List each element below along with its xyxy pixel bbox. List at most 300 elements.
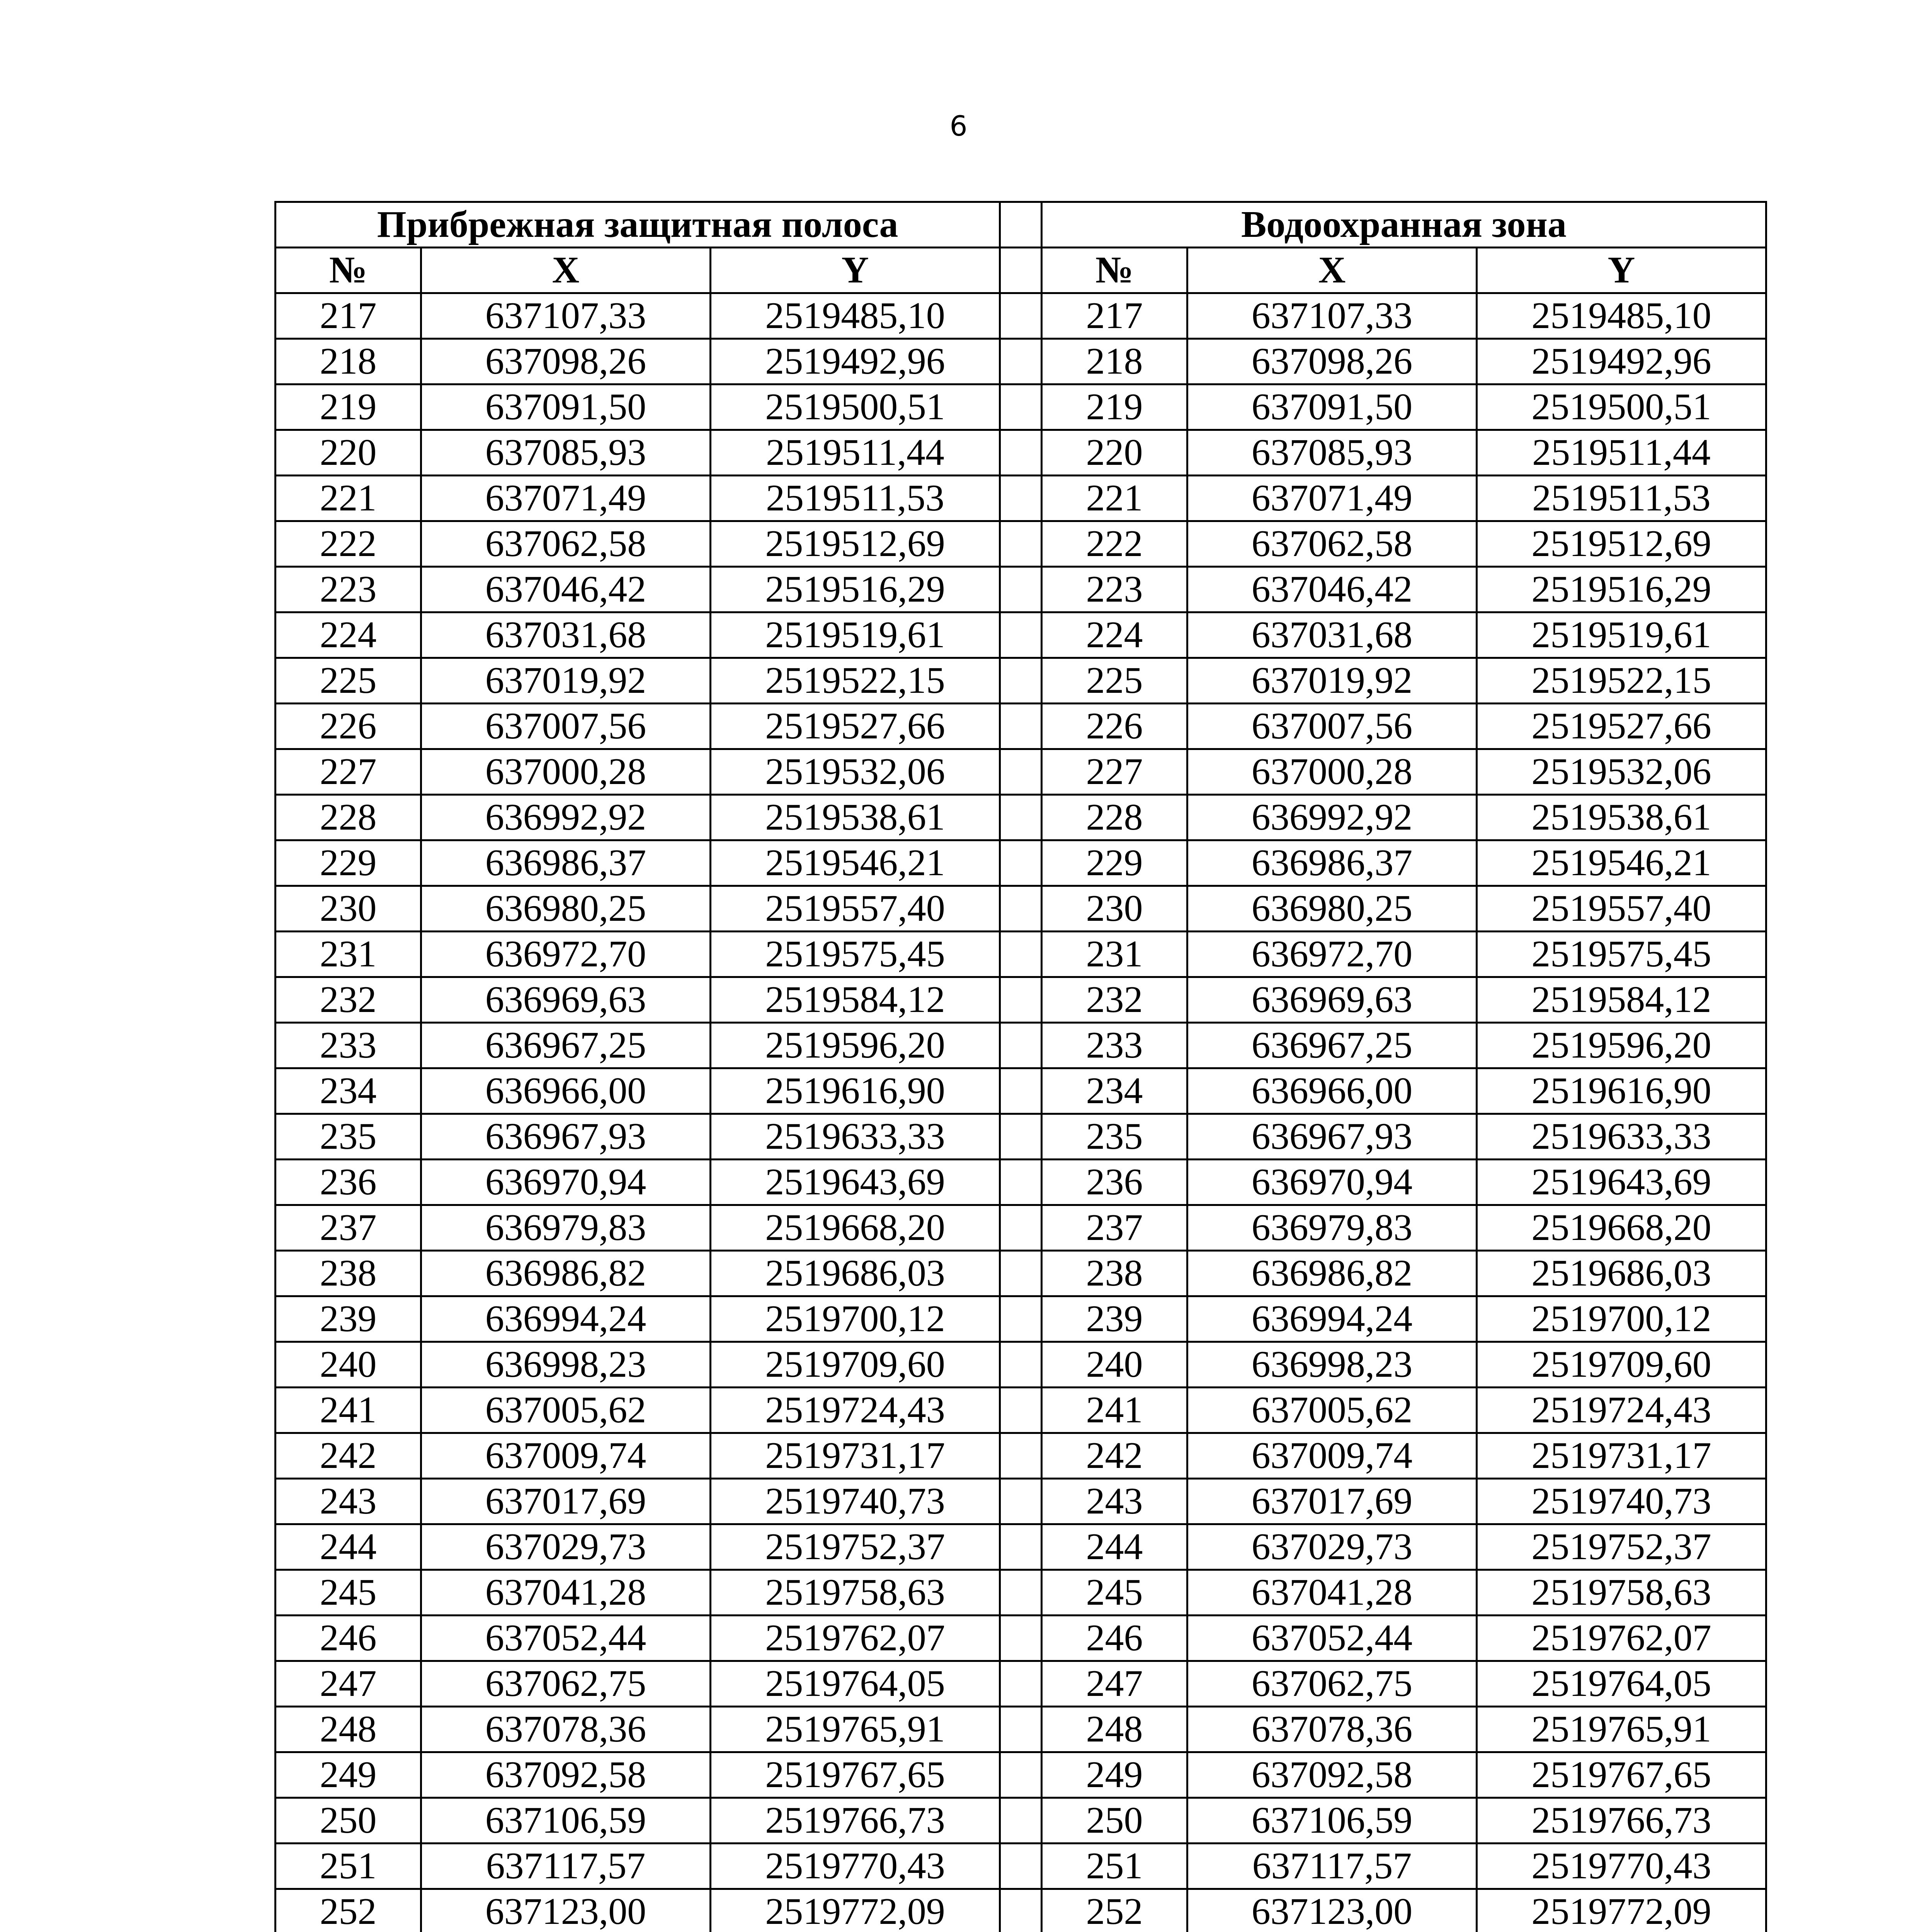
left-cell-x: 637117,57 xyxy=(421,1844,711,1889)
right-cell-number: 218 xyxy=(1042,339,1187,384)
table-row xyxy=(276,339,1766,384)
right-cell-y: 2519668,20 xyxy=(1477,1205,1766,1251)
left-cell-y: 2519770,43 xyxy=(711,1844,1000,1889)
column-gap xyxy=(1000,1023,1042,1068)
left-cell-y: 2519633,33 xyxy=(711,1114,1000,1160)
left-cell-y: 2519724,43 xyxy=(711,1388,1000,1433)
left-cell-x: 637085,93 xyxy=(421,430,711,476)
left-cell-x: 636998,23 xyxy=(421,1342,711,1388)
left-cell-x: 636970,94 xyxy=(421,1160,711,1205)
right-cell-y: 2519765,91 xyxy=(1477,1707,1766,1752)
left-cell-y: 2519516,29 xyxy=(711,567,1000,612)
right-cell-number: 247 xyxy=(1042,1661,1187,1707)
left-cell-y: 2519765,91 xyxy=(711,1707,1000,1752)
left-cell-x: 637092,58 xyxy=(421,1752,711,1798)
left-cell-number: 243 xyxy=(276,1479,421,1524)
column-gap xyxy=(1000,567,1042,612)
right-cell-y: 2519522,15 xyxy=(1477,658,1766,704)
right-cell-number: 227 xyxy=(1042,749,1187,795)
coordinates-table xyxy=(274,201,1767,1932)
right-cell-number: 223 xyxy=(1042,567,1187,612)
left-cell-x: 636980,25 xyxy=(421,886,711,932)
left-cell-y: 2519500,51 xyxy=(711,384,1000,430)
right-cell-y: 2519538,61 xyxy=(1477,795,1766,840)
left-cell-y: 2519575,45 xyxy=(711,932,1000,977)
table-row xyxy=(276,840,1766,886)
right-cell-y: 2519752,37 xyxy=(1477,1524,1766,1570)
table-row xyxy=(276,1570,1766,1616)
right-cell-number: 230 xyxy=(1042,886,1187,932)
left-cell-number: 239 xyxy=(276,1296,421,1342)
table-row xyxy=(276,1752,1766,1798)
column-gap xyxy=(1000,1433,1042,1479)
right-cell-y: 2519766,73 xyxy=(1477,1798,1766,1844)
column-gap xyxy=(1000,1068,1042,1114)
column-gap xyxy=(1000,1570,1042,1616)
column-gap xyxy=(1000,1616,1042,1661)
right-cell-y: 2519584,12 xyxy=(1477,977,1766,1023)
left-cell-x: 637052,44 xyxy=(421,1616,711,1661)
left-cell-number: 234 xyxy=(276,1068,421,1114)
right-cell-x: 636967,25 xyxy=(1187,1023,1477,1068)
right-cell-y: 2519764,05 xyxy=(1477,1661,1766,1707)
right-cell-number: 233 xyxy=(1042,1023,1187,1068)
column-header-row xyxy=(276,248,1766,293)
right-cell-x: 636979,83 xyxy=(1187,1205,1477,1251)
right-cell-number: 237 xyxy=(1042,1205,1187,1251)
right-cell-number: 242 xyxy=(1042,1433,1187,1479)
table-row xyxy=(276,1068,1766,1114)
right-cell-number: 240 xyxy=(1042,1342,1187,1388)
left-cell-number: 220 xyxy=(276,430,421,476)
right-cell-x: 636967,93 xyxy=(1187,1114,1477,1160)
table-row xyxy=(276,612,1766,658)
right-cell-y: 2519686,03 xyxy=(1477,1251,1766,1296)
right-cell-x: 637031,68 xyxy=(1187,612,1477,658)
left-cell-number: 248 xyxy=(276,1707,421,1752)
right-cell-x: 637019,92 xyxy=(1187,658,1477,704)
left-cell-x: 637062,75 xyxy=(421,1661,711,1707)
left-cell-x: 637071,49 xyxy=(421,476,711,521)
left-cell-y: 2519522,15 xyxy=(711,658,1000,704)
right-cell-x: 636966,00 xyxy=(1187,1068,1477,1114)
right-cell-number: 221 xyxy=(1042,476,1187,521)
right-cell-number: 244 xyxy=(1042,1524,1187,1570)
right-cell-y: 2519500,51 xyxy=(1477,384,1766,430)
right-cell-x: 636992,92 xyxy=(1187,795,1477,840)
column-gap xyxy=(1000,202,1042,248)
table-row xyxy=(276,1251,1766,1296)
right-cell-number: 235 xyxy=(1042,1114,1187,1160)
left-cell-x: 636986,37 xyxy=(421,840,711,886)
right-cell-x: 637062,58 xyxy=(1187,521,1477,567)
table-row xyxy=(276,1524,1766,1570)
right-cell-y: 2519511,53 xyxy=(1477,476,1766,521)
right-cell-x: 636970,94 xyxy=(1187,1160,1477,1205)
table-row xyxy=(276,1388,1766,1433)
right-cell-x: 636986,37 xyxy=(1187,840,1477,886)
left-cell-y: 2519752,37 xyxy=(711,1524,1000,1570)
left-cell-y: 2519492,96 xyxy=(711,339,1000,384)
right-cell-number: 239 xyxy=(1042,1296,1187,1342)
right-cell-y: 2519770,43 xyxy=(1477,1844,1766,1889)
left-cell-y: 2519557,40 xyxy=(711,886,1000,932)
table-row xyxy=(276,795,1766,840)
left-cell-number: 231 xyxy=(276,932,421,977)
left-header-number: № xyxy=(276,248,421,293)
table-row xyxy=(276,430,1766,476)
left-cell-number: 227 xyxy=(276,749,421,795)
left-cell-y: 2519686,03 xyxy=(711,1251,1000,1296)
column-gap xyxy=(1000,1479,1042,1524)
right-cell-y: 2519596,20 xyxy=(1477,1023,1766,1068)
left-cell-x: 637123,00 xyxy=(421,1889,711,1932)
right-cell-y: 2519511,44 xyxy=(1477,430,1766,476)
column-gap xyxy=(1000,1798,1042,1844)
left-cell-y: 2519519,61 xyxy=(711,612,1000,658)
left-cell-y: 2519731,17 xyxy=(711,1433,1000,1479)
table-row xyxy=(276,932,1766,977)
left-cell-x: 636969,63 xyxy=(421,977,711,1023)
table-row xyxy=(276,1479,1766,1524)
right-cell-y: 2519758,63 xyxy=(1477,1570,1766,1616)
right-cell-x: 637052,44 xyxy=(1187,1616,1477,1661)
right-cell-number: 248 xyxy=(1042,1707,1187,1752)
left-cell-y: 2519740,73 xyxy=(711,1479,1000,1524)
right-cell-y: 2519492,96 xyxy=(1477,339,1766,384)
left-cell-number: 230 xyxy=(276,886,421,932)
right-cell-number: 219 xyxy=(1042,384,1187,430)
right-cell-x: 637062,75 xyxy=(1187,1661,1477,1707)
left-cell-x: 636986,82 xyxy=(421,1251,711,1296)
right-cell-number: 251 xyxy=(1042,1844,1187,1889)
right-cell-y: 2519643,69 xyxy=(1477,1160,1766,1205)
column-gap xyxy=(1000,476,1042,521)
left-cell-y: 2519511,44 xyxy=(711,430,1000,476)
right-cell-x: 637078,36 xyxy=(1187,1707,1477,1752)
left-cell-x: 637007,56 xyxy=(421,704,711,749)
column-gap xyxy=(1000,795,1042,840)
right-cell-x: 637000,28 xyxy=(1187,749,1477,795)
column-gap xyxy=(1000,430,1042,476)
column-gap xyxy=(1000,658,1042,704)
table-row xyxy=(276,749,1766,795)
section-title-row xyxy=(276,202,1766,248)
left-cell-number: 246 xyxy=(276,1616,421,1661)
left-cell-number: 240 xyxy=(276,1342,421,1388)
right-cell-x: 637009,74 xyxy=(1187,1433,1477,1479)
left-cell-y: 2519772,09 xyxy=(711,1889,1000,1932)
right-cell-x: 637107,33 xyxy=(1187,293,1477,339)
left-cell-number: 217 xyxy=(276,293,421,339)
column-gap xyxy=(1000,932,1042,977)
right-cell-y: 2519731,17 xyxy=(1477,1433,1766,1479)
right-cell-x: 637106,59 xyxy=(1187,1798,1477,1844)
table-row xyxy=(276,1160,1766,1205)
left-cell-number: 241 xyxy=(276,1388,421,1433)
right-cell-number: 234 xyxy=(1042,1068,1187,1114)
right-cell-y: 2519512,69 xyxy=(1477,521,1766,567)
column-gap xyxy=(1000,977,1042,1023)
left-cell-number: 235 xyxy=(276,1114,421,1160)
right-cell-number: 232 xyxy=(1042,977,1187,1023)
column-gap xyxy=(1000,384,1042,430)
left-cell-x: 637091,50 xyxy=(421,384,711,430)
left-cell-number: 223 xyxy=(276,567,421,612)
right-cell-y: 2519575,45 xyxy=(1477,932,1766,977)
right-cell-x: 637005,62 xyxy=(1187,1388,1477,1433)
left-cell-y: 2519512,69 xyxy=(711,521,1000,567)
column-gap xyxy=(1000,1251,1042,1296)
right-cell-x: 636998,23 xyxy=(1187,1342,1477,1388)
left-cell-y: 2519584,12 xyxy=(711,977,1000,1023)
right-cell-x: 636980,25 xyxy=(1187,886,1477,932)
left-cell-number: 221 xyxy=(276,476,421,521)
right-cell-x: 637046,42 xyxy=(1187,567,1477,612)
left-cell-x: 636992,92 xyxy=(421,795,711,840)
left-cell-number: 225 xyxy=(276,658,421,704)
right-cell-number: 220 xyxy=(1042,430,1187,476)
right-cell-x: 637117,57 xyxy=(1187,1844,1477,1889)
right-cell-number: 241 xyxy=(1042,1388,1187,1433)
table-row xyxy=(276,1798,1766,1844)
left-cell-x: 637106,59 xyxy=(421,1798,711,1844)
right-cell-number: 225 xyxy=(1042,658,1187,704)
left-cell-x: 636967,25 xyxy=(421,1023,711,1068)
table-row xyxy=(276,293,1766,339)
column-gap xyxy=(1000,1661,1042,1707)
right-cell-y: 2519772,09 xyxy=(1477,1889,1766,1932)
left-cell-y: 2519527,66 xyxy=(711,704,1000,749)
right-cell-number: 231 xyxy=(1042,932,1187,977)
table-row xyxy=(276,521,1766,567)
left-cell-x: 637029,73 xyxy=(421,1524,711,1570)
left-cell-x: 636967,93 xyxy=(421,1114,711,1160)
left-cell-number: 252 xyxy=(276,1889,421,1932)
column-gap xyxy=(1000,1205,1042,1251)
right-cell-y: 2519485,10 xyxy=(1477,293,1766,339)
left-cell-number: 238 xyxy=(276,1251,421,1296)
right-cell-x: 637007,56 xyxy=(1187,704,1477,749)
left-cell-number: 242 xyxy=(276,1433,421,1479)
left-cell-x: 637062,58 xyxy=(421,521,711,567)
right-cell-number: 243 xyxy=(1042,1479,1187,1524)
right-cell-y: 2519740,73 xyxy=(1477,1479,1766,1524)
left-cell-number: 247 xyxy=(276,1661,421,1707)
column-gap xyxy=(1000,840,1042,886)
right-cell-number: 229 xyxy=(1042,840,1187,886)
column-gap xyxy=(1000,1388,1042,1433)
column-gap xyxy=(1000,521,1042,567)
left-cell-number: 228 xyxy=(276,795,421,840)
column-gap xyxy=(1000,1296,1042,1342)
left-cell-y: 2519758,63 xyxy=(711,1570,1000,1616)
right-cell-y: 2519532,06 xyxy=(1477,749,1766,795)
left-cell-x: 637031,68 xyxy=(421,612,711,658)
table-row xyxy=(276,1114,1766,1160)
left-cell-x: 637041,28 xyxy=(421,1570,711,1616)
right-cell-y: 2519700,12 xyxy=(1477,1296,1766,1342)
table-row xyxy=(276,1023,1766,1068)
left-cell-y: 2519766,73 xyxy=(711,1798,1000,1844)
left-cell-y: 2519532,06 xyxy=(711,749,1000,795)
left-header-x: X xyxy=(421,248,711,293)
column-gap xyxy=(1000,339,1042,384)
table-row xyxy=(276,1433,1766,1479)
right-cell-y: 2519709,60 xyxy=(1477,1342,1766,1388)
table-row xyxy=(276,1205,1766,1251)
column-gap xyxy=(1000,1114,1042,1160)
table-row xyxy=(276,1844,1766,1889)
left-cell-y: 2519596,20 xyxy=(711,1023,1000,1068)
left-header-y: Y xyxy=(711,248,1000,293)
column-gap xyxy=(1000,1342,1042,1388)
left-cell-number: 251 xyxy=(276,1844,421,1889)
left-cell-x: 637019,92 xyxy=(421,658,711,704)
right-cell-x: 637017,69 xyxy=(1187,1479,1477,1524)
right-section-title: Водоохранная зона xyxy=(1042,202,1766,248)
left-cell-y: 2519485,10 xyxy=(711,293,1000,339)
left-cell-x: 636994,24 xyxy=(421,1296,711,1342)
left-cell-y: 2519643,69 xyxy=(711,1160,1000,1205)
column-gap xyxy=(1000,293,1042,339)
table-row xyxy=(276,1296,1766,1342)
right-cell-number: 249 xyxy=(1042,1752,1187,1798)
left-cell-y: 2519762,07 xyxy=(711,1616,1000,1661)
column-gap xyxy=(1000,1844,1042,1889)
right-cell-y: 2519516,29 xyxy=(1477,567,1766,612)
left-cell-y: 2519764,05 xyxy=(711,1661,1000,1707)
left-cell-y: 2519546,21 xyxy=(711,840,1000,886)
table-row xyxy=(276,886,1766,932)
column-gap xyxy=(1000,612,1042,658)
table-row xyxy=(276,1661,1766,1707)
right-cell-number: 236 xyxy=(1042,1160,1187,1205)
left-cell-y: 2519511,53 xyxy=(711,476,1000,521)
left-cell-number: 224 xyxy=(276,612,421,658)
left-cell-x: 636966,00 xyxy=(421,1068,711,1114)
column-gap xyxy=(1000,704,1042,749)
right-cell-number: 224 xyxy=(1042,612,1187,658)
right-cell-x: 637071,49 xyxy=(1187,476,1477,521)
right-cell-number: 226 xyxy=(1042,704,1187,749)
right-cell-x: 637029,73 xyxy=(1187,1524,1477,1570)
left-cell-number: 229 xyxy=(276,840,421,886)
table-row xyxy=(276,1889,1766,1932)
left-cell-number: 250 xyxy=(276,1798,421,1844)
left-cell-number: 245 xyxy=(276,1570,421,1616)
table-row xyxy=(276,1707,1766,1752)
right-cell-y: 2519527,66 xyxy=(1477,704,1766,749)
right-cell-y: 2519519,61 xyxy=(1477,612,1766,658)
right-cell-x: 636972,70 xyxy=(1187,932,1477,977)
right-header-y: Y xyxy=(1477,248,1766,293)
table-row xyxy=(276,704,1766,749)
right-cell-x: 636986,82 xyxy=(1187,1251,1477,1296)
right-cell-x: 637123,00 xyxy=(1187,1889,1477,1932)
left-cell-x: 637009,74 xyxy=(421,1433,711,1479)
column-gap xyxy=(1000,886,1042,932)
right-header-number: № xyxy=(1042,248,1187,293)
left-cell-number: 249 xyxy=(276,1752,421,1798)
left-cell-x: 636979,83 xyxy=(421,1205,711,1251)
table-row xyxy=(276,567,1766,612)
left-cell-number: 219 xyxy=(276,384,421,430)
left-cell-y: 2519767,65 xyxy=(711,1752,1000,1798)
right-cell-y: 2519557,40 xyxy=(1477,886,1766,932)
right-cell-y: 2519546,21 xyxy=(1477,840,1766,886)
right-cell-y: 2519616,90 xyxy=(1477,1068,1766,1114)
left-cell-number: 236 xyxy=(276,1160,421,1205)
left-cell-number: 226 xyxy=(276,704,421,749)
column-gap xyxy=(1000,749,1042,795)
right-cell-y: 2519762,07 xyxy=(1477,1616,1766,1661)
column-gap xyxy=(1000,1707,1042,1752)
left-cell-number: 232 xyxy=(276,977,421,1023)
right-cell-y: 2519767,65 xyxy=(1477,1752,1766,1798)
left-cell-x: 637005,62 xyxy=(421,1388,711,1433)
left-cell-y: 2519616,90 xyxy=(711,1068,1000,1114)
right-cell-x: 637085,93 xyxy=(1187,430,1477,476)
left-cell-x: 636972,70 xyxy=(421,932,711,977)
left-cell-number: 237 xyxy=(276,1205,421,1251)
right-cell-number: 246 xyxy=(1042,1616,1187,1661)
right-cell-x: 636994,24 xyxy=(1187,1296,1477,1342)
table-row xyxy=(276,476,1766,521)
left-cell-number: 233 xyxy=(276,1023,421,1068)
left-section-title: Прибрежная защитная полоса xyxy=(276,202,1000,248)
left-cell-y: 2519700,12 xyxy=(711,1296,1000,1342)
right-cell-x: 636969,63 xyxy=(1187,977,1477,1023)
right-cell-number: 245 xyxy=(1042,1570,1187,1616)
left-cell-number: 218 xyxy=(276,339,421,384)
right-cell-number: 252 xyxy=(1042,1889,1187,1932)
left-cell-x: 637017,69 xyxy=(421,1479,711,1524)
right-header-x: X xyxy=(1187,248,1477,293)
column-gap xyxy=(1000,1889,1042,1932)
right-cell-x: 637098,26 xyxy=(1187,339,1477,384)
left-cell-x: 637098,26 xyxy=(421,339,711,384)
column-gap xyxy=(1000,1752,1042,1798)
left-cell-y: 2519538,61 xyxy=(711,795,1000,840)
right-cell-number: 250 xyxy=(1042,1798,1187,1844)
page-number: 6 xyxy=(949,110,968,142)
left-cell-y: 2519709,60 xyxy=(711,1342,1000,1388)
right-cell-x: 637041,28 xyxy=(1187,1570,1477,1616)
right-cell-number: 222 xyxy=(1042,521,1187,567)
left-cell-number: 244 xyxy=(276,1524,421,1570)
column-gap xyxy=(1000,1524,1042,1570)
right-cell-y: 2519724,43 xyxy=(1477,1388,1766,1433)
left-cell-x: 637078,36 xyxy=(421,1707,711,1752)
left-cell-x: 637000,28 xyxy=(421,749,711,795)
table-row xyxy=(276,977,1766,1023)
table-row xyxy=(276,658,1766,704)
column-gap xyxy=(1000,1160,1042,1205)
right-cell-x: 637092,58 xyxy=(1187,1752,1477,1798)
right-cell-x: 637091,50 xyxy=(1187,384,1477,430)
table-row xyxy=(276,384,1766,430)
right-cell-number: 228 xyxy=(1042,795,1187,840)
right-cell-number: 217 xyxy=(1042,293,1187,339)
table-row xyxy=(276,1342,1766,1388)
column-gap xyxy=(1000,248,1042,293)
left-cell-number: 222 xyxy=(276,521,421,567)
left-cell-y: 2519668,20 xyxy=(711,1205,1000,1251)
left-cell-x: 637107,33 xyxy=(421,293,711,339)
table-row xyxy=(276,1616,1766,1661)
right-cell-number: 238 xyxy=(1042,1251,1187,1296)
